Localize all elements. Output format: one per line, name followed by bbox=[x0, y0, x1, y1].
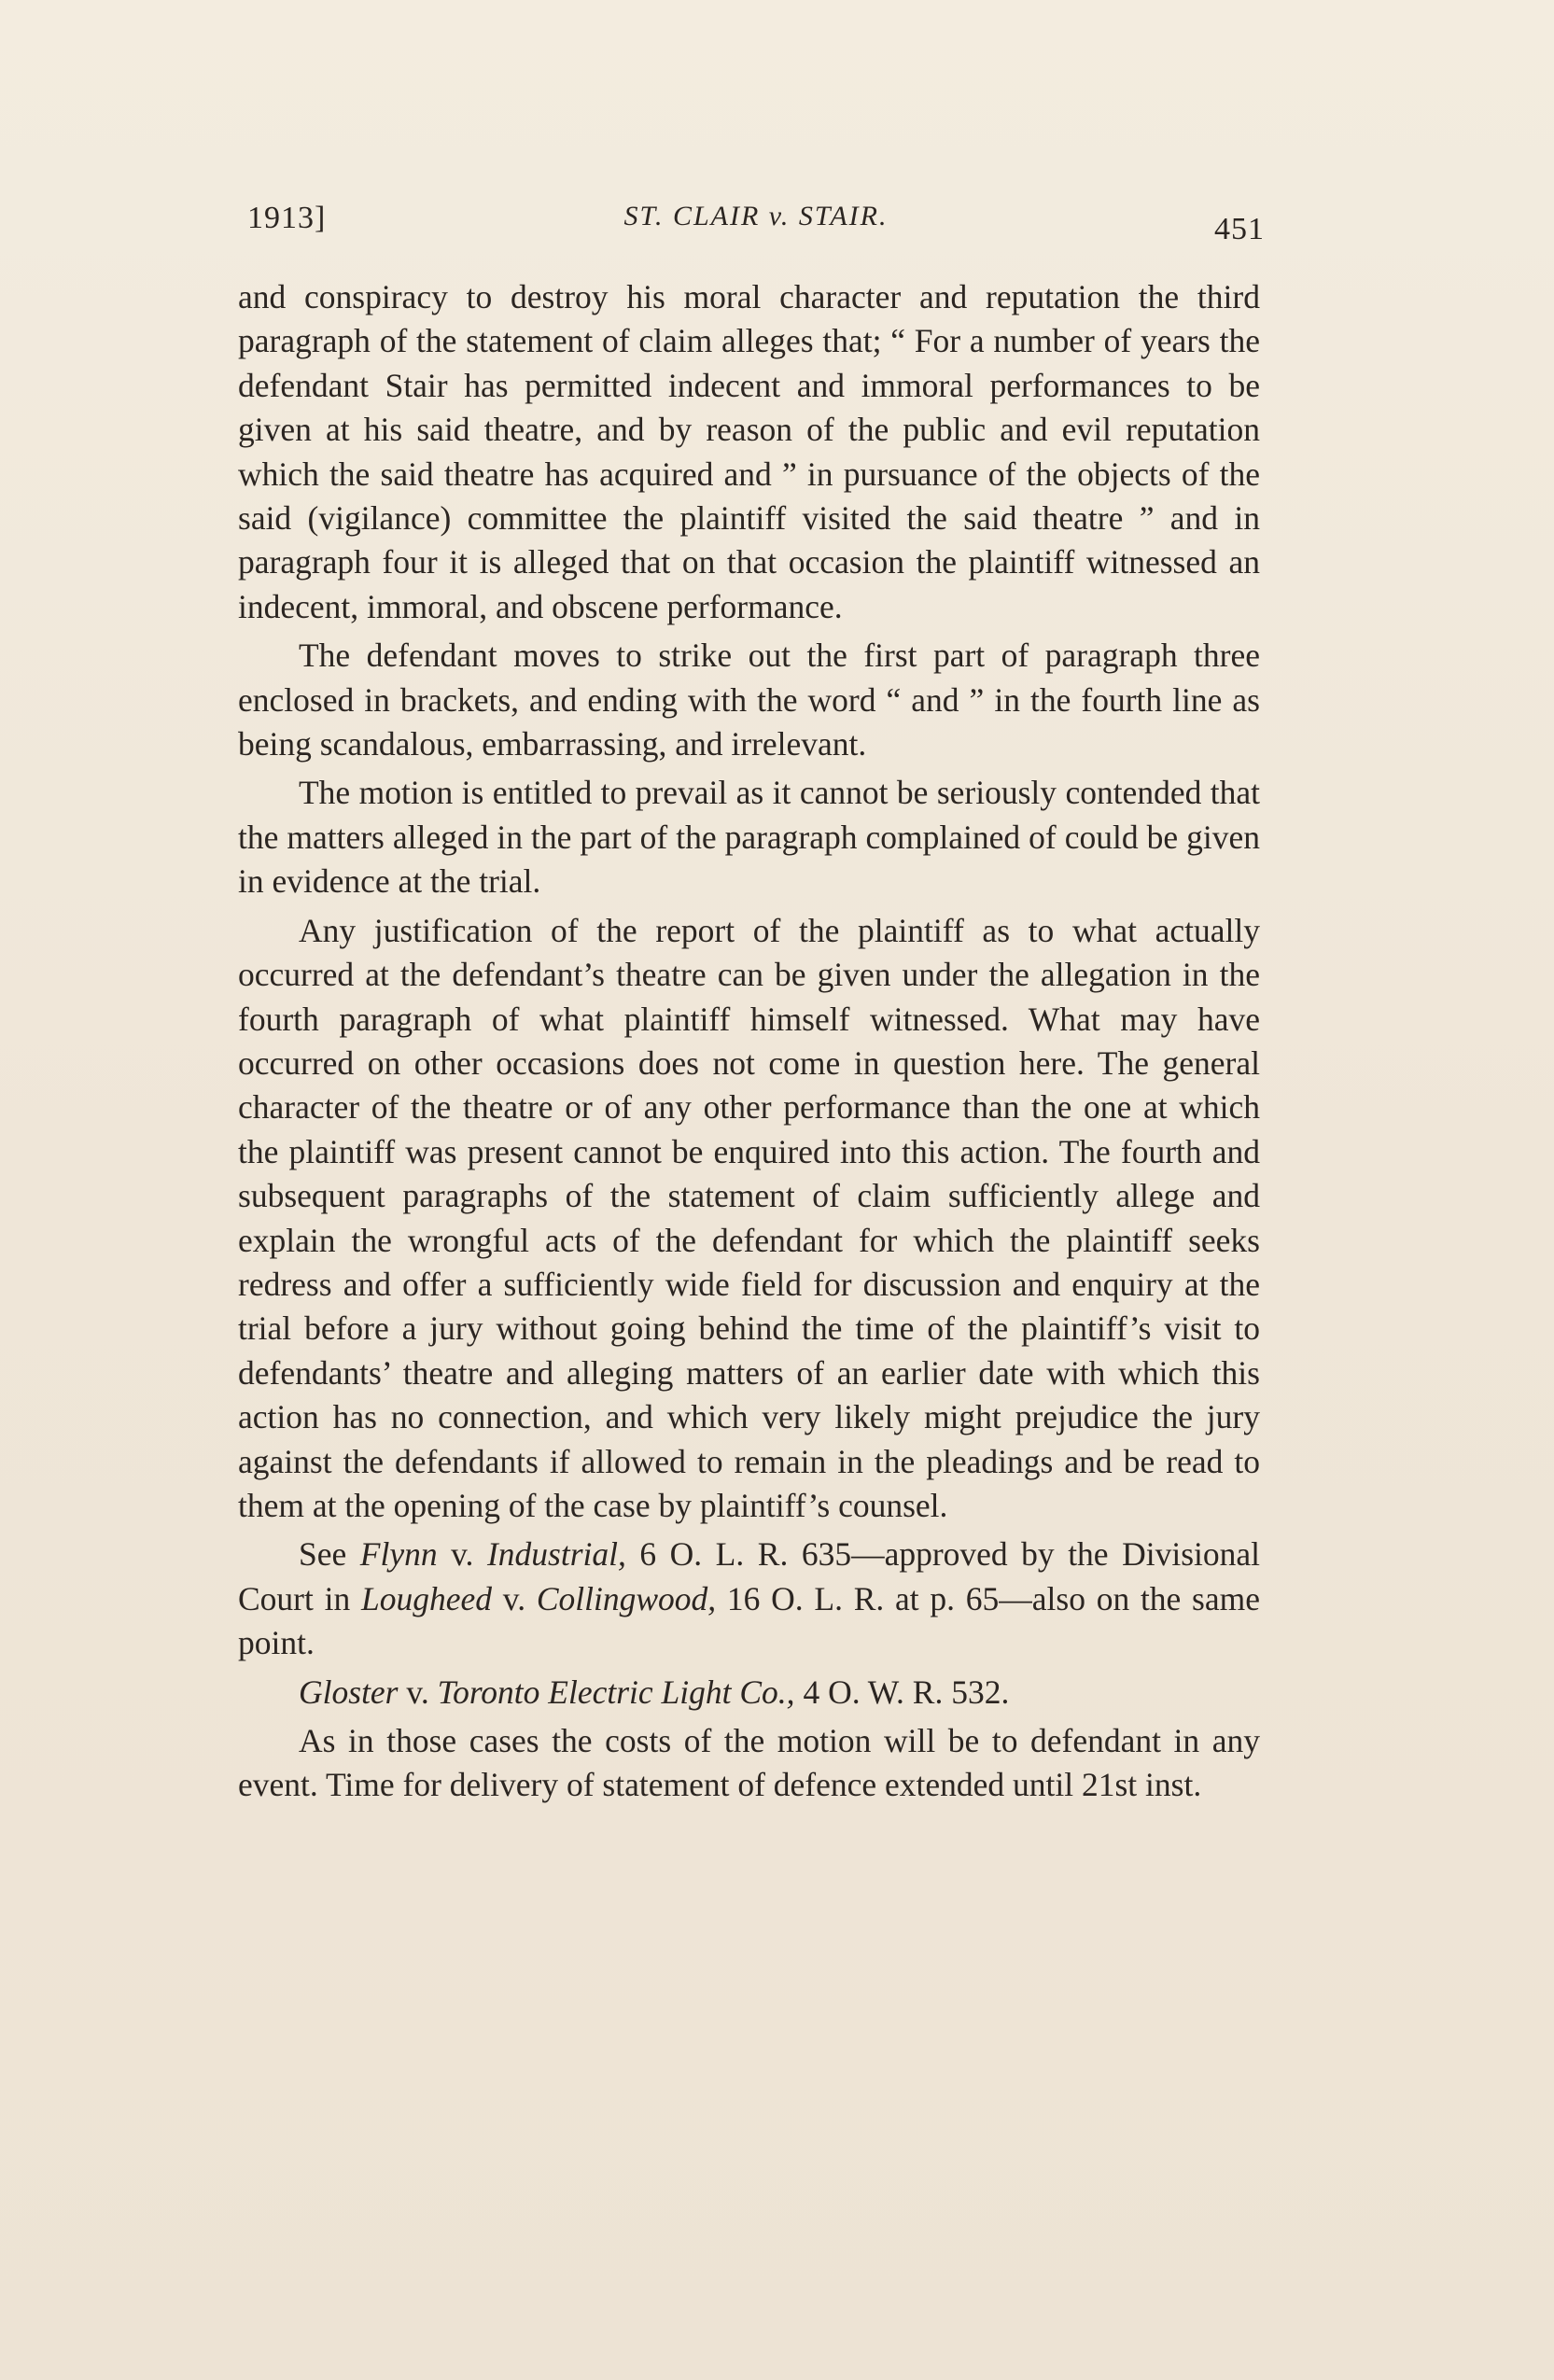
paragraph-ruling: The motion is entitled to prevail as it cannot be seriously contended that the matters alleged in the part of the paragraph complained of could be given in evidence at the trial. bbox=[238, 774, 1260, 901]
paragraph-motion: The defendant moves to strike out the first part of paragraph three enclosed in brackets, and ending with the word “ and ” in the fourth line as being scandalous, embarrassing, and irrelevant. bbox=[238, 637, 1260, 763]
citation-flynn: 6 O. L. R. 635—approved by the Divisional Court in bbox=[238, 1535, 1260, 1617]
paragraph-justification: Any justification of the report of the plaintiff as to what actually occurred at the defendant’s theatre can be given under the allegation in the fourth paragraph of what plaintiff himself witnessed. What may have occurred on other occasions does not come in question here. The general character of the theatre or of any other performance than the one at which the plaintiff was present cannot be enquired into this action. The fourth and subsequent paragraphs of the statement of claim sufficiently allege and explain the wrongful acts of the defendant for which the plaintiff seeks redress and offer a sufficiently wide field for discussion and enquiry at the trial before a jury without going behind the time of the plaintiff’s visit to defendants’ theatre and alleging matters of an earlier date with which this action has no connection, and which very likely might prejudice the jury against the defendants if allowed to remain in the pleadings and be read to them at the opening of the case by plaintiff’s counsel. bbox=[238, 911, 1260, 1524]
paragraph-see-authorities bbox=[238, 1533, 1260, 1665]
see-prefix: See bbox=[299, 1535, 360, 1574]
page-number: 451 bbox=[1214, 212, 1265, 246]
case-name-gloster: Gloster bbox=[299, 1673, 399, 1711]
page-body bbox=[238, 275, 1260, 1813]
citation-gloster: 4 O. W. R. 532. bbox=[794, 1673, 1010, 1711]
case-name-lougheed: Lougheed bbox=[360, 1579, 492, 1617]
case-name-toronto-electric: Toronto Electric Light Co., bbox=[437, 1673, 795, 1711]
case-name-flynn: Flynn bbox=[359, 1535, 438, 1574]
running-title: ST. CLAIR v. STAIR. bbox=[623, 201, 889, 231]
case-versus: v. bbox=[398, 1673, 438, 1711]
citation-lougheed: 16 O. L. R. at p. 65—also on the same point. bbox=[238, 1579, 1260, 1662]
case-versus: v. bbox=[437, 1535, 487, 1574]
page-header bbox=[247, 191, 1265, 247]
paragraph-continued: and conspiracy to destroy his moral character and reputation the third paragraph of the statement of claim alleges that; “ For a number of years the defendant Stair has permitted indecent and immoral performances to be given at his said theatre, and by reason of the public and evil reputation which the said theatre has acquired and ” in pursuance of the objects of the said (vigilance) committee the plaintiff visited the said theatre ” and in paragraph four it is alleged that on that occasion the plaintiff witnessed an indecent, immoral, and obscene performance. bbox=[238, 278, 1260, 625]
case-versus: v. bbox=[492, 1579, 537, 1617]
header-year: 1913] bbox=[247, 201, 327, 235]
case-name-collingwood: Collingwood, bbox=[536, 1579, 717, 1617]
case-name-industrial: Industrial, bbox=[486, 1535, 626, 1574]
paragraph-gloster bbox=[238, 1671, 1260, 1715]
paragraph-costs: As in those cases the costs of the motion will be to defendant in any event. Time for delivery of statement of defence extended until 21st inst. bbox=[238, 1722, 1260, 1804]
